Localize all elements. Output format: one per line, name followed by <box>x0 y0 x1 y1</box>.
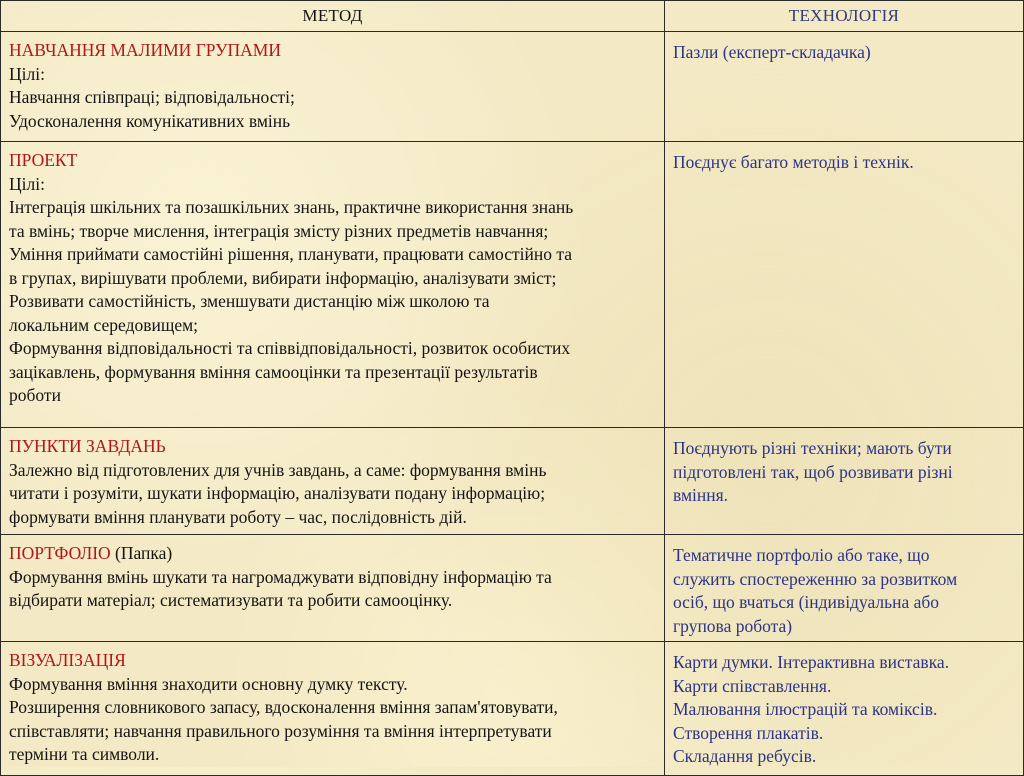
method-line: Навчання співпраці; відповідальності; <box>9 87 295 107</box>
goals-label: Цілі: <box>9 173 45 194</box>
technology-line: Карти співставлення. <box>673 675 832 696</box>
method-line: Формування відповідальності та співвідповідальності, розвиток особистих <box>9 338 571 358</box>
technology-line: Карти думки. Інтерактивна виставка. <box>673 652 950 672</box>
method-line: відбирати матеріал; систематизувати та робити самооцінку. <box>9 590 453 610</box>
method-line: в групах, вирішувати проблеми, вибирати інформацію, аналізувати зміст; <box>9 267 557 288</box>
method-line: читати і розуміти, шукати інформацію, аналізувати подану інформацію; <box>9 483 546 503</box>
method-title: ПРОЕКТ <box>9 150 78 170</box>
method-line: Формування вміння знаходити основну думку тексту. <box>9 673 408 694</box>
technology-cell <box>665 535 1024 642</box>
goals-label: Цілі: <box>9 63 45 84</box>
technology-line: підготовлені так, щоб розвивати різні <box>673 461 953 482</box>
method-line: Удосконалення комунікативних вмінь <box>9 110 291 131</box>
technology-line: Пазли (експерт-складачка) <box>673 42 871 62</box>
method-cell <box>1 535 665 642</box>
method-cell <box>1 142 665 428</box>
table-row <box>1 428 1024 535</box>
technology-line: служить спостереженню за розвитком <box>673 568 958 589</box>
technology-cell <box>665 142 1024 428</box>
technology-line: осіб, що вчаться (індивідуальна або <box>673 592 940 612</box>
method-cell <box>1 642 665 776</box>
technology-line: Малювання ілюстрацій та коміксів. <box>673 699 938 719</box>
method-title: ВІЗУАЛІЗАЦІЯ <box>9 650 126 670</box>
technology-line: вміння. <box>673 485 729 505</box>
technology-line: групова робота) <box>673 615 793 636</box>
technology-line: Створення плакатів. <box>673 722 824 743</box>
method-title-line <box>9 542 656 566</box>
method-title: НАВЧАННЯ МАЛИМИ ГРУПАМИ <box>9 40 281 60</box>
header-technology: ТЕХНОЛОГІЯ <box>665 1 1024 32</box>
method-title: ПОРТФОЛІО <box>9 543 111 563</box>
method-line: Залежно від підготовлених для учнів завдань, а саме: формування вмінь <box>9 459 547 480</box>
header-method: МЕТОД <box>1 1 665 32</box>
method-title: ПУНКТИ ЗАВДАНЬ <box>9 436 166 456</box>
technology-line: Поєднують різні техніки; мають бути <box>673 438 952 458</box>
method-title-suffix: (Папка) <box>110 543 173 563</box>
table-row <box>1 32 1024 142</box>
method-line: Уміння приймати самостійні рішення, планувати, працювати самостійно та <box>9 244 572 264</box>
table-row <box>1 642 1024 776</box>
technology-line: Поєднує багато методів і технік. <box>673 152 914 172</box>
method-line: та вмінь; творче мислення, інтеграція змісту різних предметів навчання; <box>9 220 549 241</box>
method-line: формувати вміння планувати роботу – час, послідовність дій. <box>9 506 467 527</box>
method-line: терміни та символи. <box>9 744 160 764</box>
method-line: Розширення словникового запасу, вдосконалення вміння запам'ятовувати, <box>9 697 558 717</box>
method-line: Формування вмінь шукати та нагромаджувати відповідну інформацію та <box>9 566 552 587</box>
technology-cell <box>665 32 1024 142</box>
method-line: локальним середовищем; <box>9 314 199 335</box>
technology-line: Тематичне портфоліо або таке, що <box>673 545 930 565</box>
method-cell <box>1 428 665 535</box>
method-line: Розвивати самостійність, зменшувати дистанцію між школою та <box>9 291 490 311</box>
method-cell <box>1 32 665 142</box>
method-line: роботи <box>9 385 61 405</box>
technology-cell <box>665 428 1024 535</box>
table-row <box>1 535 1024 642</box>
method-line: Інтеграція шкільних та позашкільних знань, практичне використання знань <box>9 197 574 217</box>
table-header-row <box>1 1 1024 32</box>
technology-line: Складання ребусів. <box>673 746 817 766</box>
method-line: зацікавлень, формування вміння самооцінки та презентації результатів <box>9 361 538 382</box>
technology-cell <box>665 642 1024 776</box>
method-line: співставляти; навчання правильного розуміння та вміння інтерпретувати <box>9 720 552 741</box>
table-row <box>1 142 1024 428</box>
